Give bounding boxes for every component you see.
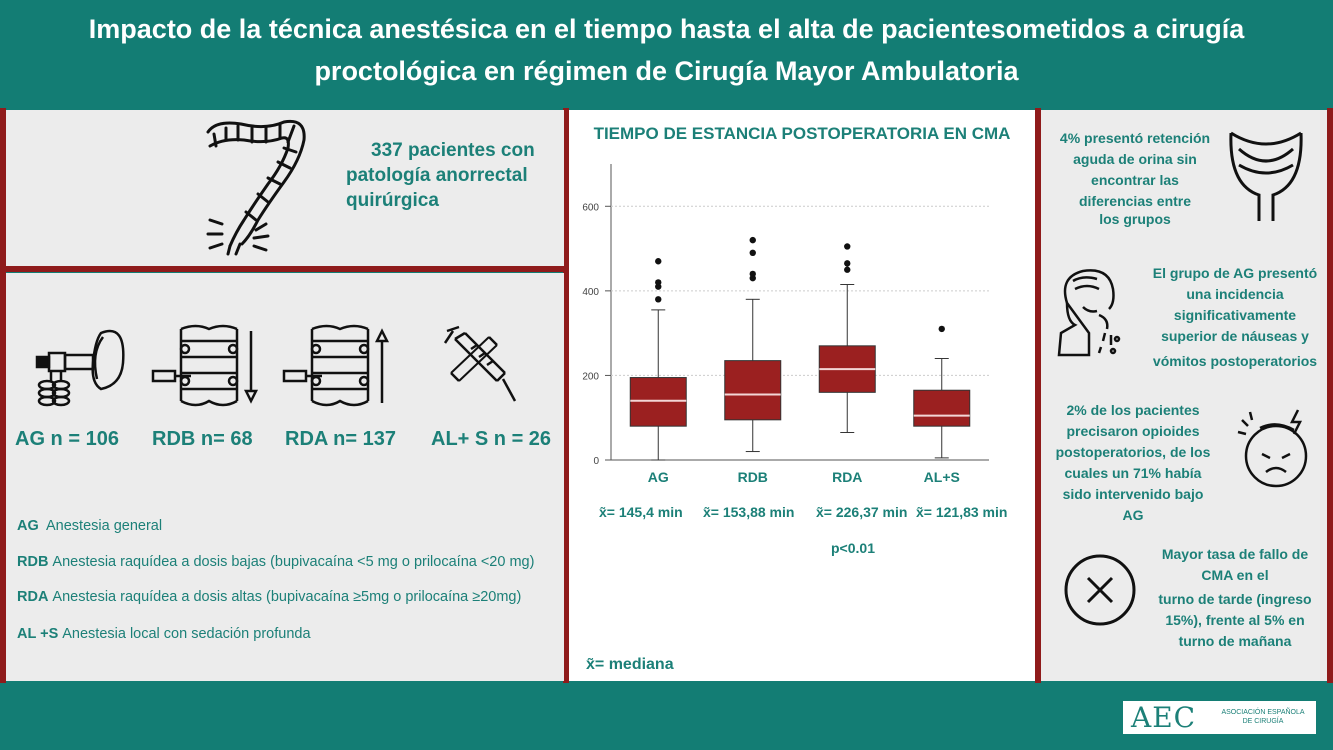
spine-low-dose-icon bbox=[151, 321, 266, 411]
outlier-point bbox=[750, 271, 756, 277]
spine-high-dose-icon bbox=[282, 321, 397, 411]
divider bbox=[0, 266, 578, 272]
x-tick-label: AG bbox=[647, 469, 669, 485]
opioids-text bbox=[1043, 400, 1223, 526]
patients-summary bbox=[346, 138, 546, 213]
legend-text: Anestesia local con sedación profunda bbox=[62, 626, 311, 642]
text-line: 15%), frente al 5% en bbox=[1165, 612, 1305, 628]
text-line: precisaron opioides bbox=[1066, 423, 1200, 439]
text-line: 4% presentó retención bbox=[1059, 130, 1211, 146]
legend-abbr: RDB bbox=[17, 554, 49, 570]
title-banner bbox=[0, 0, 1333, 108]
outlier-point bbox=[844, 260, 850, 266]
logo-letters: AEC bbox=[1131, 701, 1197, 734]
x-tick-label: AL+S bbox=[923, 469, 960, 485]
text-line: encontrar las bbox=[1091, 172, 1179, 188]
pain-face-icon bbox=[1236, 406, 1316, 491]
divider bbox=[1327, 108, 1333, 683]
legend-abbr: AL +S bbox=[17, 626, 59, 642]
text-line: cuales un 71% había bbox=[1064, 465, 1202, 481]
chart-panel bbox=[569, 110, 1035, 681]
legend-item bbox=[17, 518, 162, 534]
bladder-icon bbox=[1221, 125, 1311, 225]
group-label-rdb: RDB n= 68 bbox=[152, 428, 253, 450]
logo-line-2: DE CIRUGÍA bbox=[1242, 718, 1284, 725]
x-tick-label: RDA bbox=[832, 469, 863, 485]
text-line: aguda de orina sin bbox=[1073, 151, 1197, 167]
text-line: una incidencia bbox=[1186, 286, 1284, 302]
anesthesia-mask-icon bbox=[31, 323, 131, 413]
aec-logo bbox=[1123, 701, 1316, 734]
chart-title: TIEMPO DE ESTANCIA POSTOPERATORIA EN CMA bbox=[593, 124, 1011, 143]
patients-panel bbox=[6, 110, 564, 267]
colon-icon bbox=[196, 112, 316, 257]
legend-abbr: AG bbox=[17, 518, 39, 534]
text-line: CMA en el bbox=[1201, 567, 1269, 583]
outlier-point bbox=[939, 326, 945, 332]
patients-line-1: 337 pacientes con bbox=[371, 140, 535, 161]
legend-item bbox=[17, 589, 521, 605]
outlier-point bbox=[844, 267, 850, 273]
title-line-2: proctológica en régimen de Cirugía Mayor Ambulatoria bbox=[314, 56, 1019, 86]
box-RDB bbox=[725, 361, 781, 420]
groups-panel bbox=[6, 273, 564, 681]
text-line: significativamente bbox=[1173, 307, 1297, 323]
text-line: El grupo de AG presentó bbox=[1152, 265, 1318, 281]
y-tick-label: 0 bbox=[593, 456, 599, 467]
nausea-icon bbox=[1053, 263, 1133, 358]
legend-text: Anestesia raquídea a dosis altas (bupivacaína ≥5mg o prilocaína ≥20mg) bbox=[52, 589, 522, 605]
text-line: Mayor tasa de fallo de bbox=[1161, 546, 1309, 562]
p-value: p<0.01 bbox=[831, 540, 875, 556]
outlier-point bbox=[655, 258, 661, 264]
boxplot-chart bbox=[569, 150, 1035, 495]
logo-subtitle bbox=[1213, 708, 1313, 726]
text-line: diferencias entre bbox=[1078, 193, 1192, 209]
legend-text: Anestesia general bbox=[45, 518, 163, 534]
median-label-rdb: x̃= 153,88 min bbox=[703, 504, 795, 520]
box-AG bbox=[630, 378, 686, 427]
y-tick-label: 200 bbox=[582, 371, 599, 383]
patients-line-2: patología anorrectal bbox=[346, 165, 528, 186]
legend-item bbox=[17, 626, 311, 642]
title-line-1: Impacto de la técnica anestésica en el tiempo hasta el alta de pacientesometidos a cirugía bbox=[88, 14, 1245, 44]
nausea-text bbox=[1145, 263, 1325, 372]
outlier-point bbox=[655, 279, 661, 285]
y-tick-label: 600 bbox=[582, 202, 599, 214]
text-line: los grupos bbox=[1099, 211, 1171, 227]
legend-item bbox=[17, 554, 534, 570]
x-tick-label: RDB bbox=[737, 469, 768, 485]
syringe-icon bbox=[441, 323, 521, 408]
text-line: superior de náuseas y bbox=[1161, 328, 1309, 344]
failure-rate-text bbox=[1145, 544, 1325, 652]
outlier-point bbox=[844, 243, 850, 249]
text-line: turno de mañana bbox=[1178, 633, 1292, 649]
text-line: postoperatorios, de los bbox=[1055, 444, 1211, 460]
patients-line-3: quirúrgica bbox=[346, 190, 439, 211]
group-label-als: AL+ S n = 26 bbox=[431, 428, 552, 450]
y-tick-label: 400 bbox=[582, 286, 599, 298]
text-line: 2% de los pacientes bbox=[1066, 402, 1200, 418]
outlier-point bbox=[750, 250, 756, 256]
text-line: AG bbox=[1122, 507, 1144, 523]
median-label-als: x̃= 121,83 min bbox=[916, 504, 1008, 520]
box-AL+S bbox=[914, 390, 970, 426]
legend-abbr: RDA bbox=[17, 589, 49, 605]
group-label-rda: RDA n= 137 bbox=[285, 428, 396, 450]
text-line: vómitos postoperatorios bbox=[1152, 353, 1318, 369]
median-label-rda: x̃= 226,37 min bbox=[816, 504, 908, 520]
cancel-circle-icon bbox=[1061, 551, 1139, 629]
text-line: turno de tarde (ingreso bbox=[1158, 591, 1312, 607]
median-note: x̃= mediana bbox=[586, 656, 674, 673]
outlier-point bbox=[655, 296, 661, 302]
legend-text: Anestesia raquídea a dosis bajas (bupivacaína <5 mg o prilocaína <20 mg) bbox=[52, 554, 535, 570]
group-label-ag: AG n = 106 bbox=[15, 428, 119, 450]
logo-line-1: ASOCIACIÓN ESPAÑOLA bbox=[1221, 709, 1305, 716]
urine-retention-text bbox=[1045, 128, 1225, 230]
median-label-ag: x̃= 145,4 min bbox=[599, 504, 683, 520]
outlier-point bbox=[750, 237, 756, 243]
text-line: sido intervenido bajo bbox=[1062, 486, 1204, 502]
findings-panel bbox=[1041, 110, 1327, 681]
